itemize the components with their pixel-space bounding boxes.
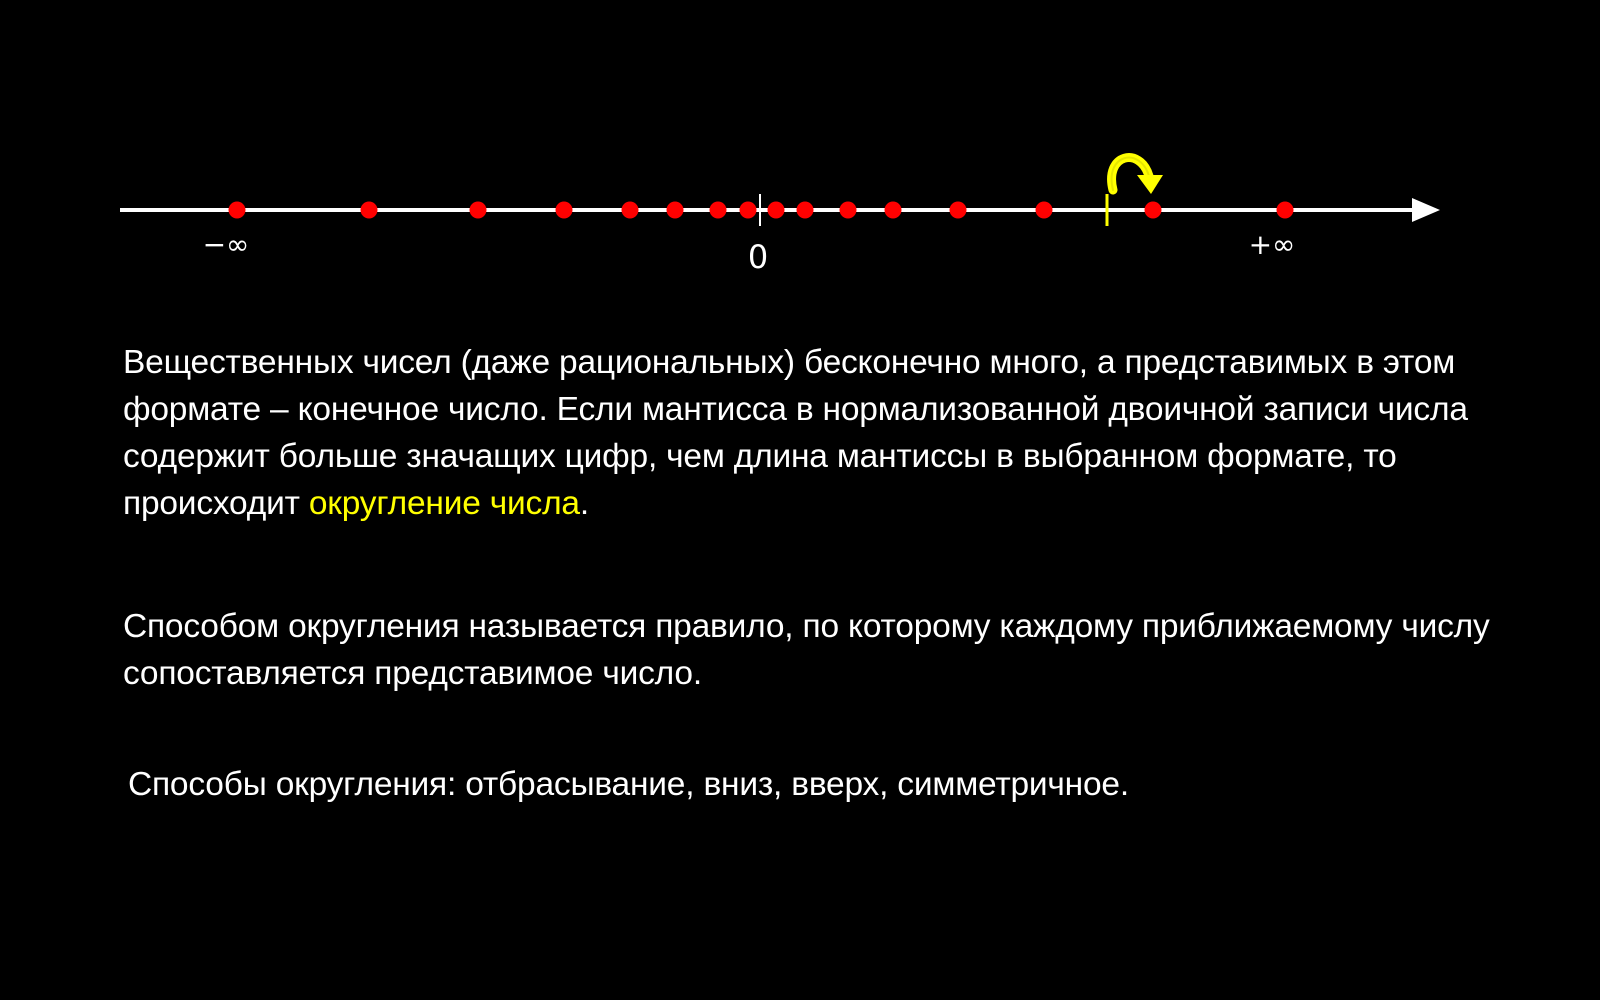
pos-infinity-label: +∞ (1248, 228, 1296, 261)
representable-point-8 (740, 202, 757, 219)
arrow-right-icon (1412, 198, 1440, 222)
representable-point-6 (667, 202, 684, 219)
representable-point-10 (797, 202, 814, 219)
paragraph-rounding-methods-list: Способы округления: отбрасывание, вниз, вверх, симметричное. (128, 766, 1129, 803)
number-line-diagram (0, 0, 1600, 300)
representable-point-12 (885, 202, 902, 219)
representable-point-1 (229, 202, 246, 219)
representable-point-15 (1145, 202, 1162, 219)
neg-infinity-label: −∞ (202, 228, 250, 261)
representable-point-7 (710, 202, 727, 219)
paragraph-1-end: . (579, 485, 589, 522)
paragraph-representable-numbers (123, 339, 1543, 527)
zero-label: 0 (747, 238, 769, 276)
representable-point-13 (950, 202, 967, 219)
curved-arrow-icon (1112, 158, 1163, 194)
representable-point-3 (470, 202, 487, 219)
rounding-highlight: округление числа (308, 485, 580, 522)
paragraph-1-text: Вещественных чисел (даже рациональных) бесконечно много, а представимых в этом формате – конечное число. Если мантисса в нормализованной двоичной записи числа содержит больше значащих цифр, чем длина мантиссы в выбранном формате, то происходит (123, 344, 1468, 522)
representable-point-4 (556, 202, 573, 219)
representable-point-5 (622, 202, 639, 219)
representable-point-11 (840, 202, 857, 219)
paragraph-rounding-method-definition: Способом округления называется правило, по которому каждому приближаемому числу сопоставляется представимое число. (123, 608, 1490, 692)
representable-point-9 (768, 202, 785, 219)
representable-point-16 (1277, 202, 1294, 219)
representable-point-2 (361, 202, 378, 219)
representable-point-14 (1036, 202, 1053, 219)
